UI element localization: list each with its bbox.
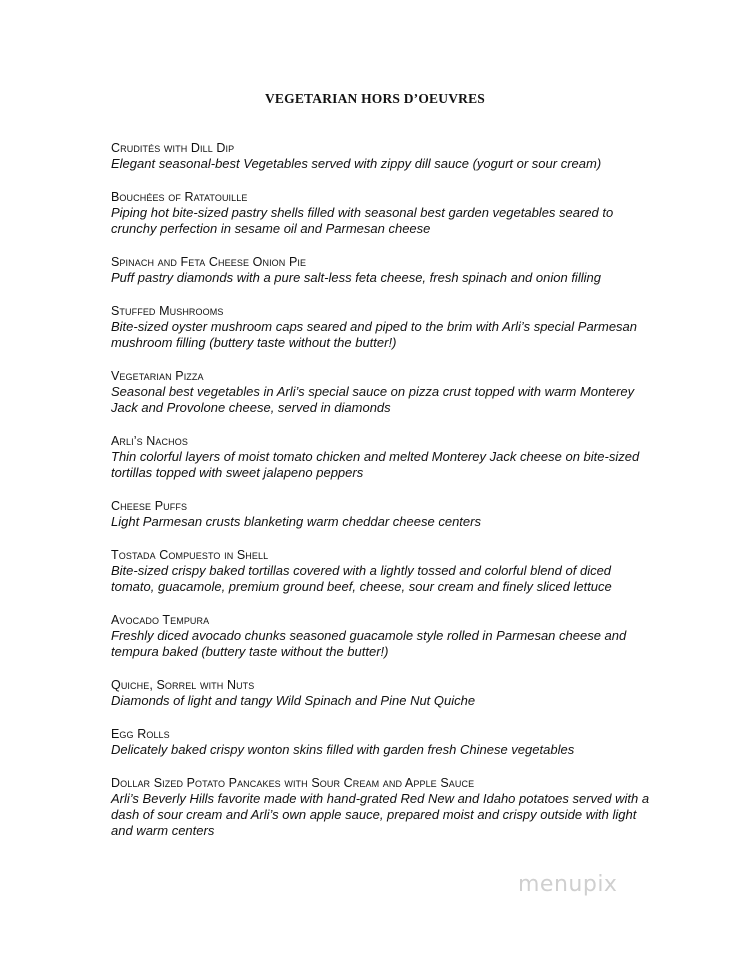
menu-item-description: Puff pastry diamonds with a pure salt-less feta cheese, fresh spinach and onion filling (111, 270, 601, 285)
menu-item-description: Delicately baked crispy wonton skins filled with garden fresh Chinese vegetables (111, 742, 575, 757)
menu-item (111, 433, 651, 481)
menu-item-name: Bouchées of Ratatouille (111, 190, 248, 204)
menu-item (111, 498, 651, 530)
menu-item (111, 303, 651, 351)
menu-item (111, 254, 651, 286)
menu-list (111, 140, 651, 856)
menu-item-name: Cheese Puffs (111, 499, 188, 513)
menu-item (111, 726, 651, 758)
menu-item (111, 677, 651, 709)
menu-item-description: Seasonal best vegetables in Arli’s special sauce on pizza crust topped with warm Monterey Jack and Provolone cheese, served in diamonds (111, 384, 635, 415)
menu-item-name: Avocado Tempura (111, 613, 210, 627)
menu-item-description: Piping hot bite-sized pastry shells filled with seasonal best garden vegetables seared to crunchy perfection in sesame oil and Parmesan cheese (111, 205, 614, 236)
menu-item-name: Egg Rolls (111, 727, 170, 741)
menu-item-name: Arli’s Nachos (111, 434, 188, 448)
menu-item-description: Light Parmesan crusts blanketing warm cheddar cheese centers (111, 514, 481, 529)
menu-item-name: Crudités with Dill Dip (111, 141, 235, 155)
menu-item (111, 140, 651, 172)
menu-item (111, 775, 651, 839)
menu-item (111, 189, 651, 237)
menu-item-name: Quiche, Sorrel with Nuts (111, 678, 255, 692)
menu-item-description: Bite-sized oyster mushroom caps seared and piped to the brim with Arli’s special Parmesan mushroom filling (buttery taste without the butter!) (111, 319, 638, 350)
watermark-logo: menupix (518, 872, 618, 897)
menu-item (111, 368, 651, 416)
menu-item-name: Dollar Sized Potato Pancakes with Sour Cream and Apple Sauce (111, 776, 475, 790)
menu-item-name: Vegetarian Pizza (111, 369, 204, 383)
menu-item-description: Freshly diced avocado chunks seasoned guacamole style rolled in Parmesan cheese and tempura baked (buttery taste without the butter!) (111, 628, 627, 659)
menu-item-name: Tostada Compuesto in Shell (111, 548, 269, 562)
menu-item-description: Elegant seasonal-best Vegetables served with zippy dill sauce (yogurt or sour cream) (111, 156, 602, 171)
menu-item (111, 547, 651, 595)
page-title: VEGETARIAN HORS D’OEUVRES (264, 91, 486, 106)
menu-item (111, 612, 651, 660)
menu-item-name: Stuffed Mushrooms (111, 304, 224, 318)
menu-item-description: Thin colorful layers of moist tomato chicken and melted Monterey Jack cheese on bite-sized tortillas topped with sweet jalapeno peppers (111, 449, 640, 480)
menu-item-description: Diamonds of light and tangy Wild Spinach and Pine Nut Quiche (111, 693, 476, 708)
menu-item-description: Arli’s Beverly Hills favorite made with hand-grated Red New and Idaho potatoes served with a dash of sour cream and Arli’s own apple sauce, prepared moist and crispy outside with light and warm centers (111, 791, 650, 838)
menu-item-description: Bite-sized crispy baked tortillas covered with a lightly tossed and colorful blend of diced tomato, guacamole, premium ground beef, cheese, sour cream and finely sliced lettuce (111, 563, 612, 594)
menu-item-name: Spinach and Feta Cheese Onion Pie (111, 255, 307, 269)
